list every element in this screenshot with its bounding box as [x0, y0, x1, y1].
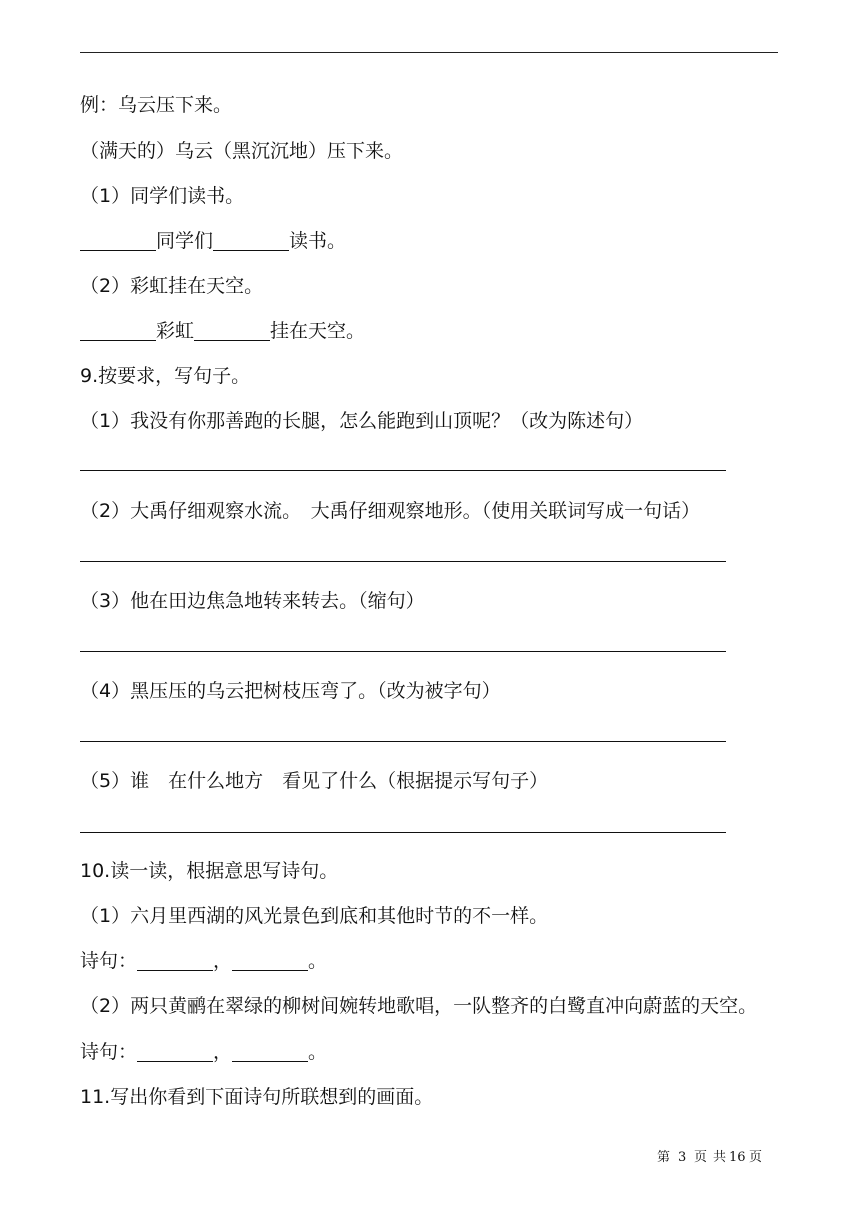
footer-ye: 页 [749, 1150, 763, 1165]
period: 。 [308, 1041, 328, 1063]
answer-line[interactable] [80, 832, 726, 833]
poem-label: 诗句： [80, 1041, 138, 1063]
fill-text: 彩虹 [156, 320, 195, 342]
comma: ， [213, 950, 233, 972]
q10-item-2: （2）两只黄鹂在翠绿的柳树间婉转地歌唱，一队整齐的白鹭直冲向蔚蓝的天空。 [80, 995, 758, 1017]
footer-page-number: 3 [678, 1150, 687, 1165]
q11-title: 11.写出你看到下面诗句所联想到的画面。 [80, 1086, 434, 1108]
example-answer: （满天的）乌云（黑沉沉地）压下来。 [80, 140, 404, 162]
fill-text: 读书。 [289, 230, 347, 252]
footer-gong: 共 [713, 1150, 727, 1165]
q8-item-2-fill-row [80, 319, 365, 343]
footer-ye: 页 [694, 1150, 708, 1165]
q8-item-1-fill-row [80, 229, 346, 253]
footer-di: 第 [657, 1150, 671, 1165]
q9-item-2: （2）大禹仔细观察水流。 大禹仔细观察地形。（使用关联词写成一句话） [80, 500, 701, 522]
example-label: 例：乌云压下来。 [80, 94, 233, 116]
q10-poem-row-1 [80, 949, 327, 973]
fill-blank[interactable] [213, 230, 289, 251]
q9-item-5: （5）谁 在什么地方 看见了什么（根据提示写句子） [80, 770, 549, 792]
fill-blank[interactable] [232, 1041, 308, 1062]
q9-item-1: （1）我没有你那善跑的长腿，怎么能跑到山顶呢？（改为陈述句） [80, 410, 644, 432]
footer-total-pages: 16 [729, 1150, 746, 1165]
q9-title: 9.按要求，写句子。 [80, 365, 251, 387]
period: 。 [308, 950, 328, 972]
fill-text: 挂在天空。 [270, 320, 366, 342]
q8-item-1: （1）同学们读书。 [80, 185, 245, 207]
fill-blank[interactable] [194, 320, 270, 341]
answer-line[interactable] [80, 741, 726, 742]
q8-item-2: （2）彩虹挂在天空。 [80, 275, 264, 297]
answer-line[interactable] [80, 470, 726, 471]
q10-title: 10.读一读，根据意思写诗句。 [80, 860, 339, 882]
q10-poem-row-2 [80, 1040, 327, 1064]
fill-blank[interactable] [232, 950, 308, 971]
answer-line[interactable] [80, 561, 726, 562]
comma: ， [213, 1041, 233, 1063]
fill-blank[interactable] [137, 1041, 213, 1062]
q10-item-1: （1）六月里西湖的风光景色到底和其他时节的不一样。 [80, 905, 549, 927]
fill-blank[interactable] [80, 320, 156, 341]
fill-blank[interactable] [80, 230, 156, 251]
fill-blank[interactable] [137, 950, 213, 971]
answer-line[interactable] [80, 651, 726, 652]
poem-label: 诗句： [80, 950, 138, 972]
q9-item-3: （3）他在田边焦急地转来转去。（缩句） [80, 590, 425, 612]
fill-text: 同学们 [156, 230, 214, 252]
header-rule [80, 52, 778, 53]
q9-item-4: （4）黑压压的乌云把树枝压弯了。（改为被字句） [80, 680, 501, 702]
